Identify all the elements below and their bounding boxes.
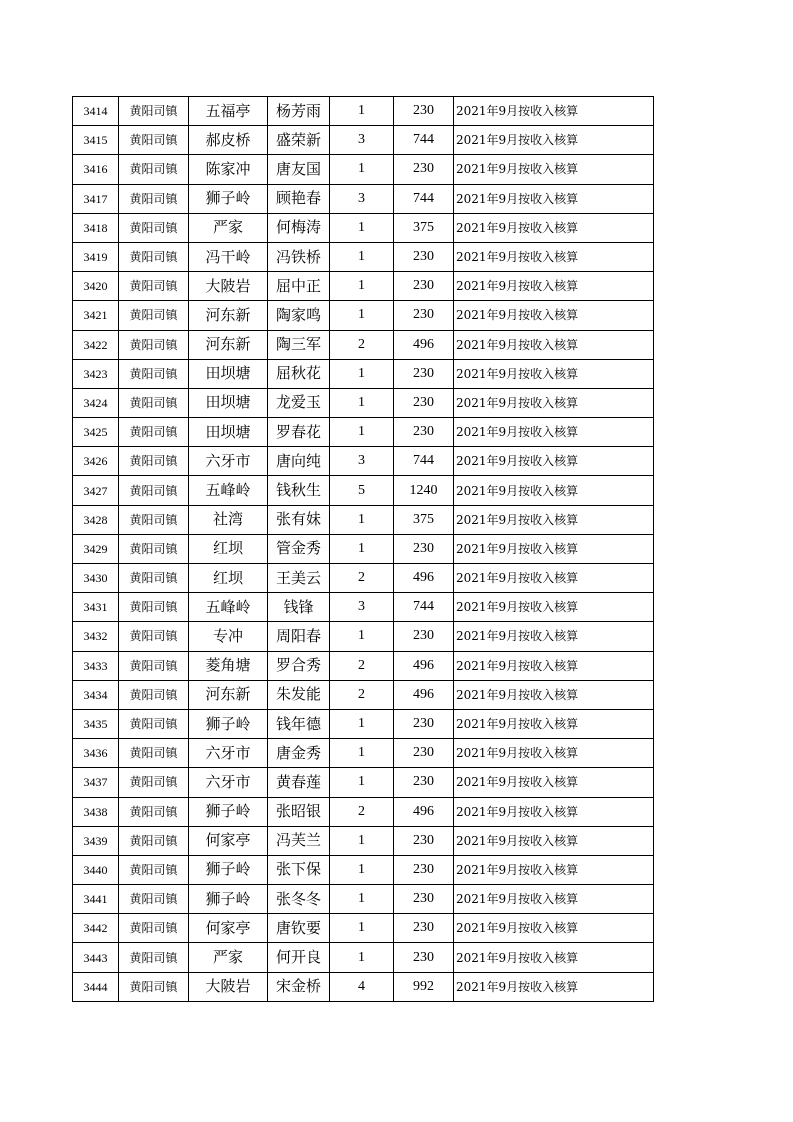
amount-cell: 496 [394,797,454,826]
village-cell: 严家 [189,213,268,242]
household-size-cell: 1 [330,301,394,330]
table-row [73,943,654,972]
note-cell: 2021年9月按收入核算 [454,739,654,768]
amount-cell: 230 [394,826,454,855]
table-row [73,855,654,884]
table-row [73,972,654,1001]
note-cell: 2021年9月按收入核算 [454,826,654,855]
household-size-cell: 1 [330,272,394,301]
town-cell: 黄阳司镇 [119,155,189,184]
amount-cell: 230 [394,622,454,651]
amount-cell: 744 [394,447,454,476]
village-cell: 何家亭 [189,914,268,943]
record-number-cell: 3422 [73,330,119,359]
table-row [73,97,654,126]
household-size-cell: 1 [330,855,394,884]
amount-cell: 230 [394,301,454,330]
town-cell: 黄阳司镇 [119,680,189,709]
record-number-cell: 3423 [73,359,119,388]
household-size-cell: 2 [330,564,394,593]
amount-cell: 496 [394,564,454,593]
town-cell: 黄阳司镇 [119,739,189,768]
household-size-cell: 2 [330,651,394,680]
note-cell: 2021年9月按收入核算 [454,184,654,213]
record-number-cell: 3425 [73,418,119,447]
village-cell: 狮子岭 [189,709,268,738]
amount-cell: 744 [394,126,454,155]
note-cell: 2021年9月按收入核算 [454,126,654,155]
table-row [73,505,654,534]
person-name-cell: 顾艳春 [268,184,330,213]
village-cell: 六牙市 [189,447,268,476]
person-name-cell: 管金秀 [268,534,330,563]
amount-cell: 744 [394,593,454,622]
person-name-cell: 宋金桥 [268,972,330,1001]
table-row [73,914,654,943]
village-cell: 田坝塘 [189,388,268,417]
person-name-cell: 黄春莲 [268,768,330,797]
household-size-cell: 1 [330,914,394,943]
note-cell: 2021年9月按收入核算 [454,301,654,330]
person-name-cell: 冯芙兰 [268,826,330,855]
note-cell: 2021年9月按收入核算 [454,418,654,447]
record-number-cell: 3418 [73,213,119,242]
record-number-cell: 3424 [73,388,119,417]
household-size-cell: 1 [330,885,394,914]
table-row [73,564,654,593]
note-cell: 2021年9月按收入核算 [454,855,654,884]
household-size-cell: 1 [330,943,394,972]
note-cell: 2021年9月按收入核算 [454,359,654,388]
record-number-cell: 3442 [73,914,119,943]
note-cell: 2021年9月按收入核算 [454,388,654,417]
town-cell: 黄阳司镇 [119,301,189,330]
household-size-cell: 3 [330,126,394,155]
town-cell: 黄阳司镇 [119,943,189,972]
table-row [73,242,654,271]
household-size-cell: 4 [330,972,394,1001]
town-cell: 黄阳司镇 [119,972,189,1001]
village-cell: 五福亭 [189,97,268,126]
town-cell: 黄阳司镇 [119,418,189,447]
record-number-cell: 3436 [73,739,119,768]
person-name-cell: 何梅涛 [268,213,330,242]
record-number-cell: 3431 [73,593,119,622]
person-name-cell: 陶三军 [268,330,330,359]
person-name-cell: 龙爱玉 [268,388,330,417]
record-number-cell: 3437 [73,768,119,797]
amount-cell: 230 [394,272,454,301]
person-name-cell: 张有妹 [268,505,330,534]
town-cell: 黄阳司镇 [119,534,189,563]
household-size-cell: 1 [330,242,394,271]
record-number-cell: 3419 [73,242,119,271]
person-name-cell: 何开良 [268,943,330,972]
note-cell: 2021年9月按收入核算 [454,768,654,797]
town-cell: 黄阳司镇 [119,593,189,622]
table-row [73,797,654,826]
note-cell: 2021年9月按收入核算 [454,651,654,680]
town-cell: 黄阳司镇 [119,505,189,534]
note-cell: 2021年9月按收入核算 [454,534,654,563]
table-row [73,330,654,359]
amount-cell: 230 [394,388,454,417]
household-size-cell: 3 [330,593,394,622]
note-cell: 2021年9月按收入核算 [454,155,654,184]
amount-cell: 230 [394,855,454,884]
village-cell: 河东新 [189,301,268,330]
household-size-cell: 3 [330,447,394,476]
amount-cell: 496 [394,680,454,709]
record-number-cell: 3435 [73,709,119,738]
person-name-cell: 罗春花 [268,418,330,447]
village-cell: 红坝 [189,534,268,563]
record-number-cell: 3428 [73,505,119,534]
amount-cell: 496 [394,651,454,680]
village-cell: 社湾 [189,505,268,534]
table-row [73,709,654,738]
record-number-cell: 3443 [73,943,119,972]
table-row [73,301,654,330]
town-cell: 黄阳司镇 [119,476,189,505]
household-size-cell: 1 [330,213,394,242]
record-number-cell: 3416 [73,155,119,184]
note-cell: 2021年9月按收入核算 [454,242,654,271]
amount-cell: 230 [394,768,454,797]
amount-cell: 230 [394,943,454,972]
person-name-cell: 王美云 [268,564,330,593]
table-row [73,826,654,855]
amount-cell: 230 [394,242,454,271]
town-cell: 黄阳司镇 [119,709,189,738]
village-cell: 专冲 [189,622,268,651]
record-number-cell: 3414 [73,97,119,126]
note-cell: 2021年9月按收入核算 [454,680,654,709]
town-cell: 黄阳司镇 [119,914,189,943]
village-cell: 大陂岩 [189,972,268,1001]
record-number-cell: 3426 [73,447,119,476]
town-cell: 黄阳司镇 [119,564,189,593]
note-cell: 2021年9月按收入核算 [454,330,654,359]
household-size-cell: 1 [330,359,394,388]
amount-cell: 230 [394,709,454,738]
note-cell: 2021年9月按收入核算 [454,272,654,301]
village-cell: 田坝塘 [189,359,268,388]
town-cell: 黄阳司镇 [119,651,189,680]
village-cell: 狮子岭 [189,885,268,914]
table-row [73,213,654,242]
person-name-cell: 唐向纯 [268,447,330,476]
person-name-cell: 屈中正 [268,272,330,301]
household-size-cell: 2 [330,330,394,359]
household-size-cell: 1 [330,97,394,126]
note-cell: 2021年9月按收入核算 [454,885,654,914]
note-cell: 2021年9月按收入核算 [454,505,654,534]
table-row [73,155,654,184]
amount-cell: 230 [394,914,454,943]
record-number-cell: 3441 [73,885,119,914]
amount-cell: 744 [394,184,454,213]
town-cell: 黄阳司镇 [119,126,189,155]
subsidy-table [72,96,654,1002]
note-cell: 2021年9月按收入核算 [454,622,654,651]
table-row [73,622,654,651]
amount-cell: 230 [394,534,454,563]
record-number-cell: 3439 [73,826,119,855]
village-cell: 河东新 [189,330,268,359]
household-size-cell: 1 [330,768,394,797]
amount-cell: 375 [394,213,454,242]
table-row [73,126,654,155]
amount-cell: 992 [394,972,454,1001]
record-number-cell: 3434 [73,680,119,709]
town-cell: 黄阳司镇 [119,359,189,388]
person-name-cell: 杨芳雨 [268,97,330,126]
person-name-cell: 张下保 [268,855,330,884]
amount-cell: 230 [394,885,454,914]
note-cell: 2021年9月按收入核算 [454,709,654,738]
household-size-cell: 2 [330,680,394,709]
town-cell: 黄阳司镇 [119,242,189,271]
village-cell: 六牙市 [189,739,268,768]
household-size-cell: 1 [330,155,394,184]
household-size-cell: 1 [330,622,394,651]
town-cell: 黄阳司镇 [119,826,189,855]
village-cell: 红坝 [189,564,268,593]
amount-cell: 230 [394,739,454,768]
person-name-cell: 盛荣新 [268,126,330,155]
person-name-cell: 冯铁桥 [268,242,330,271]
village-cell: 五峰岭 [189,593,268,622]
town-cell: 黄阳司镇 [119,213,189,242]
household-size-cell: 3 [330,184,394,213]
table-row [73,768,654,797]
note-cell: 2021年9月按收入核算 [454,797,654,826]
person-name-cell: 周阳春 [268,622,330,651]
record-number-cell: 3440 [73,855,119,884]
person-name-cell: 朱发能 [268,680,330,709]
village-cell: 狮子岭 [189,797,268,826]
village-cell: 六牙市 [189,768,268,797]
village-cell: 大陂岩 [189,272,268,301]
note-cell: 2021年9月按收入核算 [454,213,654,242]
record-number-cell: 3430 [73,564,119,593]
amount-cell: 230 [394,97,454,126]
town-cell: 黄阳司镇 [119,97,189,126]
village-cell: 狮子岭 [189,184,268,213]
village-cell: 狮子岭 [189,855,268,884]
record-number-cell: 3417 [73,184,119,213]
amount-cell: 1240 [394,476,454,505]
table-row [73,476,654,505]
note-cell: 2021年9月按收入核算 [454,593,654,622]
town-cell: 黄阳司镇 [119,272,189,301]
person-name-cell: 屈秋花 [268,359,330,388]
household-size-cell: 1 [330,709,394,738]
note-cell: 2021年9月按收入核算 [454,476,654,505]
table-row [73,885,654,914]
person-name-cell: 唐友国 [268,155,330,184]
record-number-cell: 3421 [73,301,119,330]
village-cell: 河东新 [189,680,268,709]
record-number-cell: 3433 [73,651,119,680]
table-row [73,272,654,301]
person-name-cell: 张昭银 [268,797,330,826]
person-name-cell: 钱年德 [268,709,330,738]
table-row [73,680,654,709]
village-cell: 严家 [189,943,268,972]
town-cell: 黄阳司镇 [119,622,189,651]
person-name-cell: 唐金秀 [268,739,330,768]
person-name-cell: 罗合秀 [268,651,330,680]
village-cell: 五峰岭 [189,476,268,505]
record-number-cell: 3444 [73,972,119,1001]
village-cell: 田坝塘 [189,418,268,447]
record-number-cell: 3420 [73,272,119,301]
amount-cell: 375 [394,505,454,534]
table-row [73,359,654,388]
note-cell: 2021年9月按收入核算 [454,914,654,943]
village-cell: 何家亭 [189,826,268,855]
town-cell: 黄阳司镇 [119,330,189,359]
household-size-cell: 1 [330,534,394,563]
village-cell: 菱角塘 [189,651,268,680]
amount-cell: 230 [394,359,454,388]
town-cell: 黄阳司镇 [119,797,189,826]
record-number-cell: 3429 [73,534,119,563]
note-cell: 2021年9月按收入核算 [454,447,654,476]
household-size-cell: 1 [330,826,394,855]
record-number-cell: 3427 [73,476,119,505]
household-size-cell: 5 [330,476,394,505]
table-row [73,388,654,417]
note-cell: 2021年9月按收入核算 [454,564,654,593]
village-cell: 郝皮桥 [189,126,268,155]
town-cell: 黄阳司镇 [119,885,189,914]
table-body [73,97,654,1002]
person-name-cell: 唐钦要 [268,914,330,943]
table-row [73,418,654,447]
table-row [73,739,654,768]
household-size-cell: 2 [330,797,394,826]
town-cell: 黄阳司镇 [119,388,189,417]
town-cell: 黄阳司镇 [119,768,189,797]
record-number-cell: 3432 [73,622,119,651]
note-cell: 2021年9月按收入核算 [454,972,654,1001]
person-name-cell: 钱锋 [268,593,330,622]
household-size-cell: 1 [330,388,394,417]
person-name-cell: 钱秋生 [268,476,330,505]
household-size-cell: 1 [330,739,394,768]
note-cell: 2021年9月按收入核算 [454,943,654,972]
town-cell: 黄阳司镇 [119,184,189,213]
record-number-cell: 3415 [73,126,119,155]
village-cell: 陈家冲 [189,155,268,184]
town-cell: 黄阳司镇 [119,855,189,884]
record-number-cell: 3438 [73,797,119,826]
amount-cell: 230 [394,418,454,447]
household-size-cell: 1 [330,418,394,447]
note-cell: 2021年9月按收入核算 [454,97,654,126]
amount-cell: 496 [394,330,454,359]
table-row [73,447,654,476]
village-cell: 冯干岭 [189,242,268,271]
person-name-cell: 张冬冬 [268,885,330,914]
table-row [73,534,654,563]
town-cell: 黄阳司镇 [119,447,189,476]
person-name-cell: 陶家鸣 [268,301,330,330]
table-row [73,593,654,622]
table-row [73,184,654,213]
amount-cell: 230 [394,155,454,184]
household-size-cell: 1 [330,505,394,534]
table-row [73,651,654,680]
